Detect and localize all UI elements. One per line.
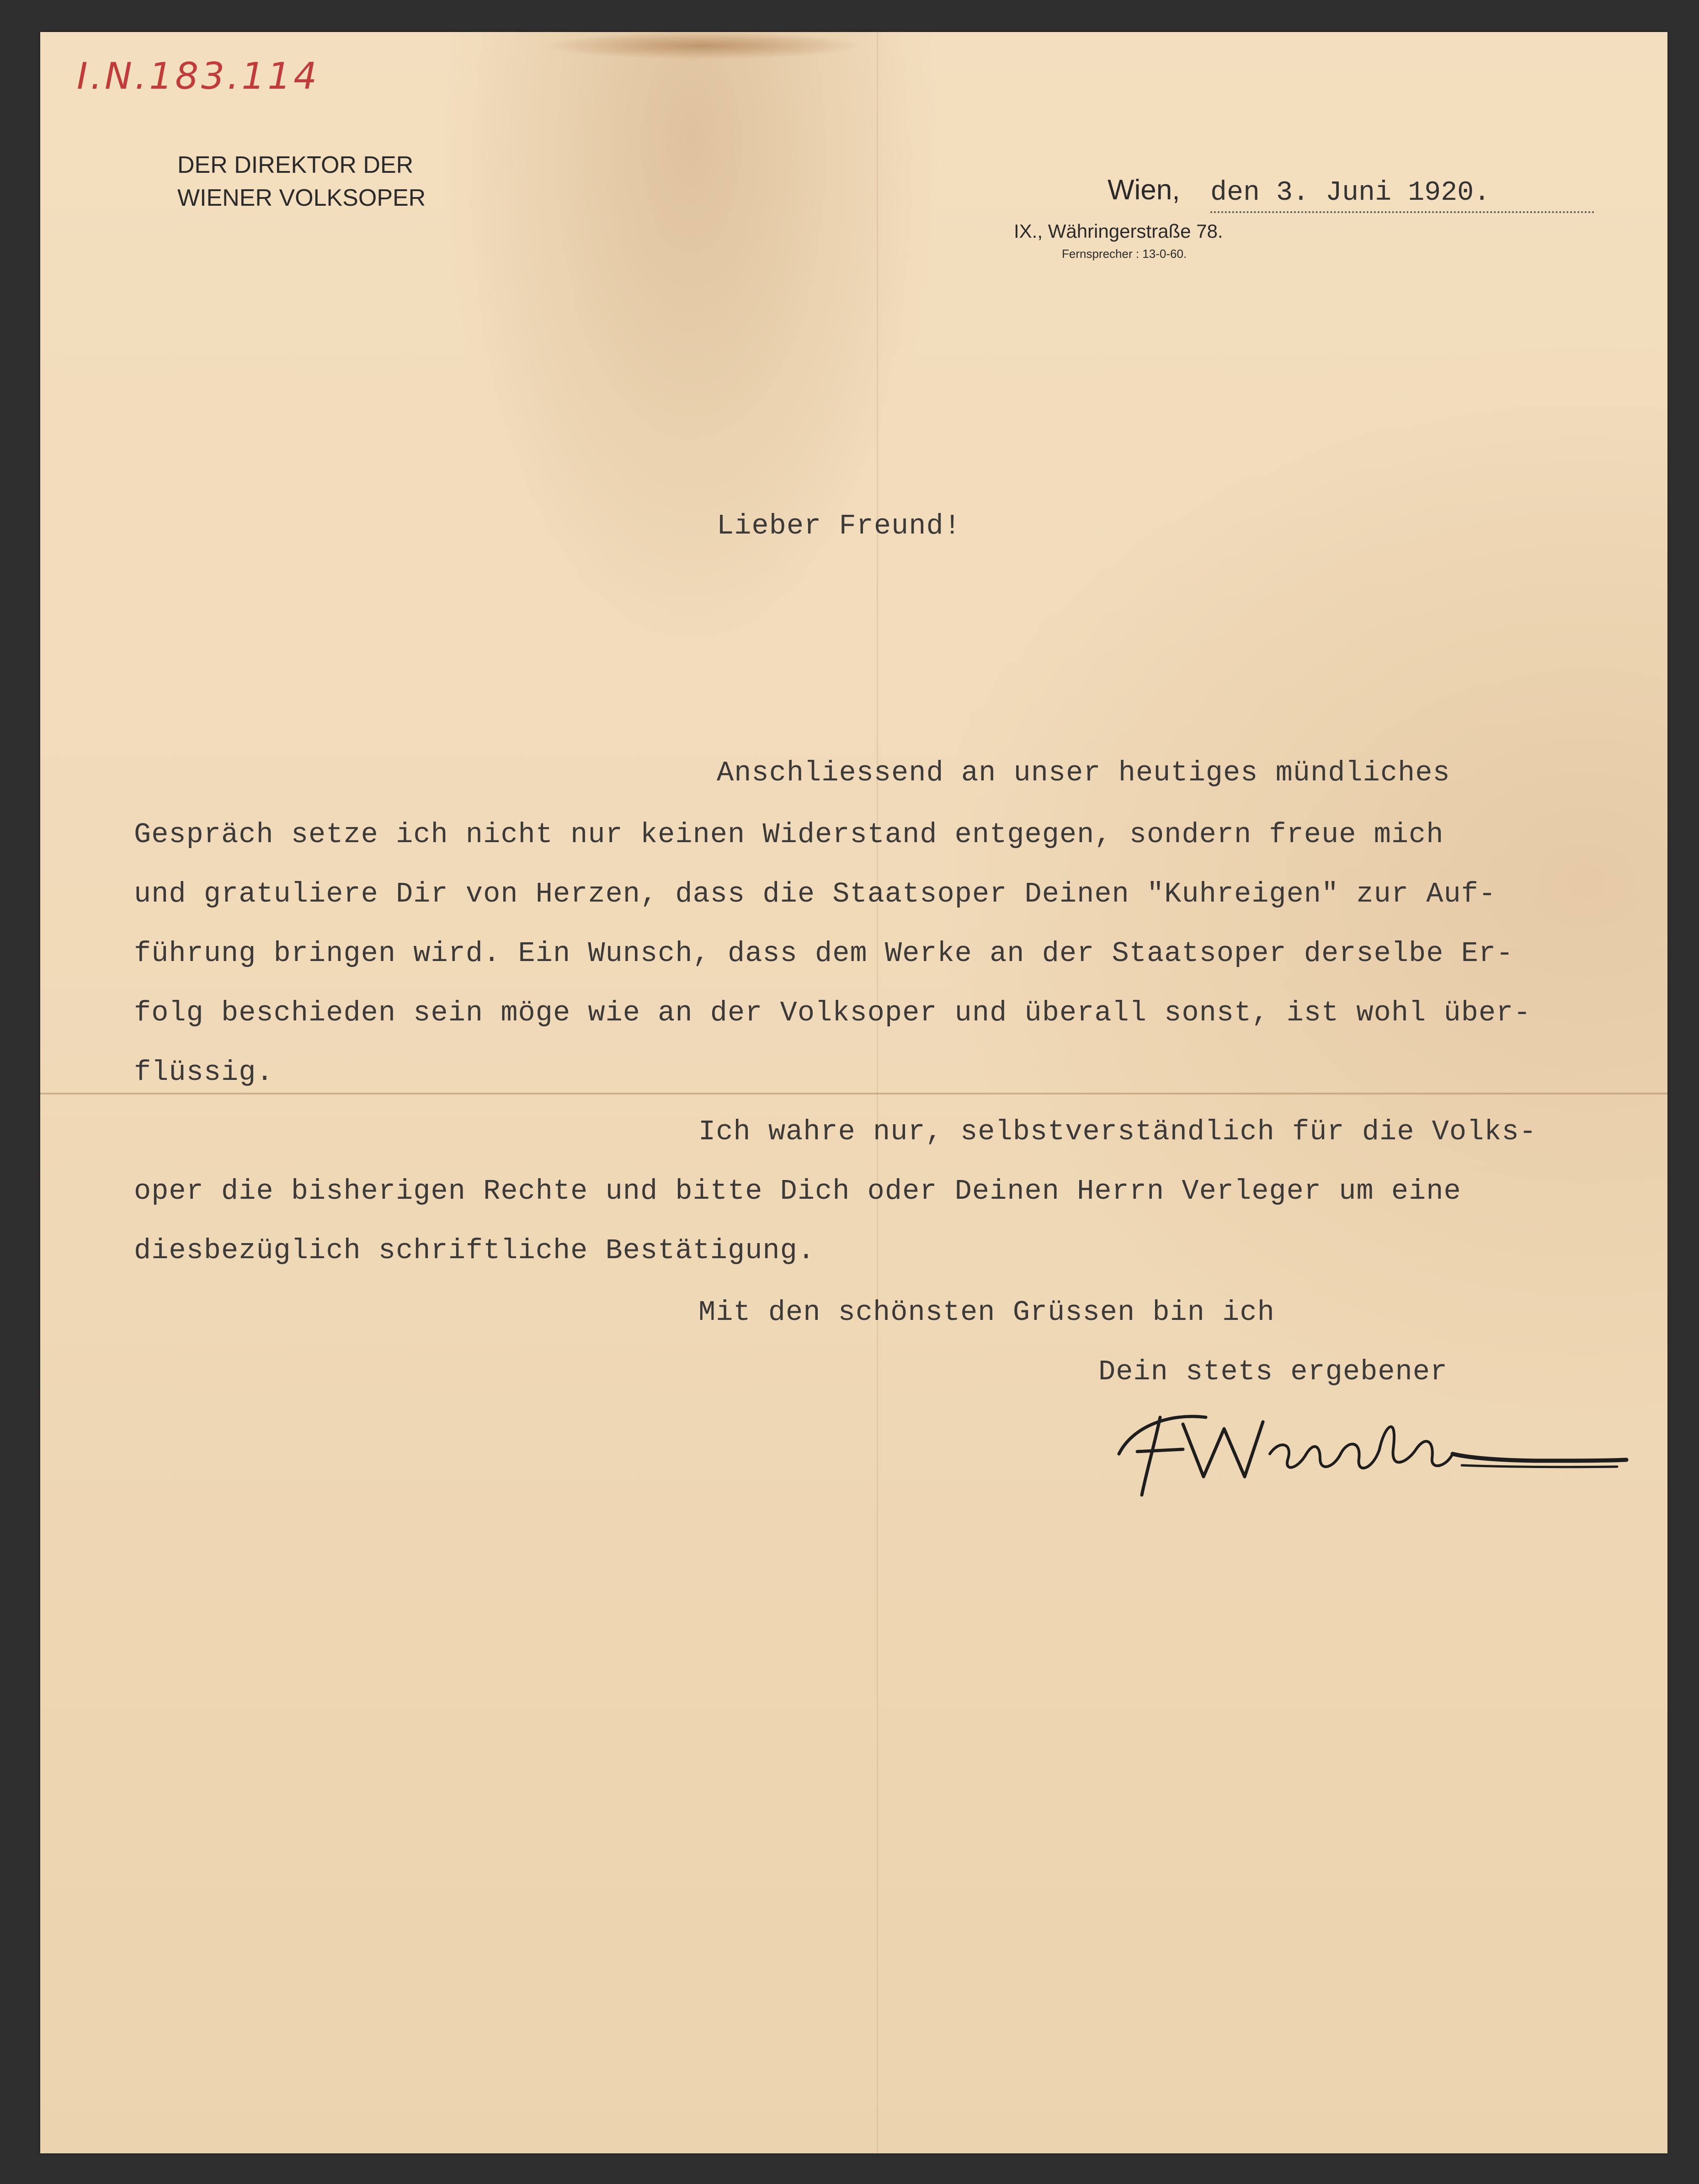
salutation: Lieber Freund! [717, 510, 961, 542]
letter-line: oper die bisherigen Rechte und bitte Dich oder Deinen Herrn Verleger um eine [134, 1175, 1461, 1207]
letterhead-line2: WIENER VOLKSOPER [177, 185, 426, 211]
letterhead-line1: DER DIREKTOR DER [177, 152, 414, 178]
letter-line: diesbezüglich schriftliche Bestätigung. [134, 1234, 815, 1267]
letterhead-sender [177, 149, 426, 214]
signature [1105, 1385, 1635, 1504]
letterhead-place: Wien, [1108, 174, 1180, 206]
letter-date: den 3. Juni 1920. [1210, 177, 1491, 208]
letterhead-phone: Fernsprecher : 13-0-60. [1062, 247, 1187, 261]
closing-line: Mit den schönsten Grüssen bin ich [698, 1296, 1275, 1329]
letter-line: führung bringen wird. Ein Wunsch, dass dem Werke an der Staatsoper derselbe Er- [134, 937, 1514, 970]
closing-line: Dein stets ergebener [1098, 1356, 1448, 1388]
inventory-number: I.N.183.114 [77, 55, 320, 97]
stain [543, 32, 863, 59]
fold-line-horizontal [40, 1093, 1667, 1095]
letterhead-address: IX., Währingerstraße 78. [1014, 220, 1223, 242]
letter-line: und gratuliere Dir von Herzen, dass die Staatsoper Deinen "Kuhreigen" zur Auf- [134, 878, 1497, 910]
date-dotted-line [1210, 211, 1594, 213]
letter-line: folg beschieden sein möge wie an der Volksoper und überall sonst, ist wohl über- [134, 997, 1531, 1029]
letter-line: flüssig. [134, 1056, 274, 1089]
letter-line: Gespräch setze ich nicht nur keinen Widerstand entgegen, sondern freue mich [134, 818, 1444, 851]
letter-line: Anschliessend an unser heutiges mündliches [717, 757, 1450, 789]
fold-line-vertical [877, 32, 878, 2153]
letter-sheet [40, 32, 1667, 2153]
letter-line: Ich wahre nur, selbstverständlich für die Volks- [698, 1116, 1537, 1148]
